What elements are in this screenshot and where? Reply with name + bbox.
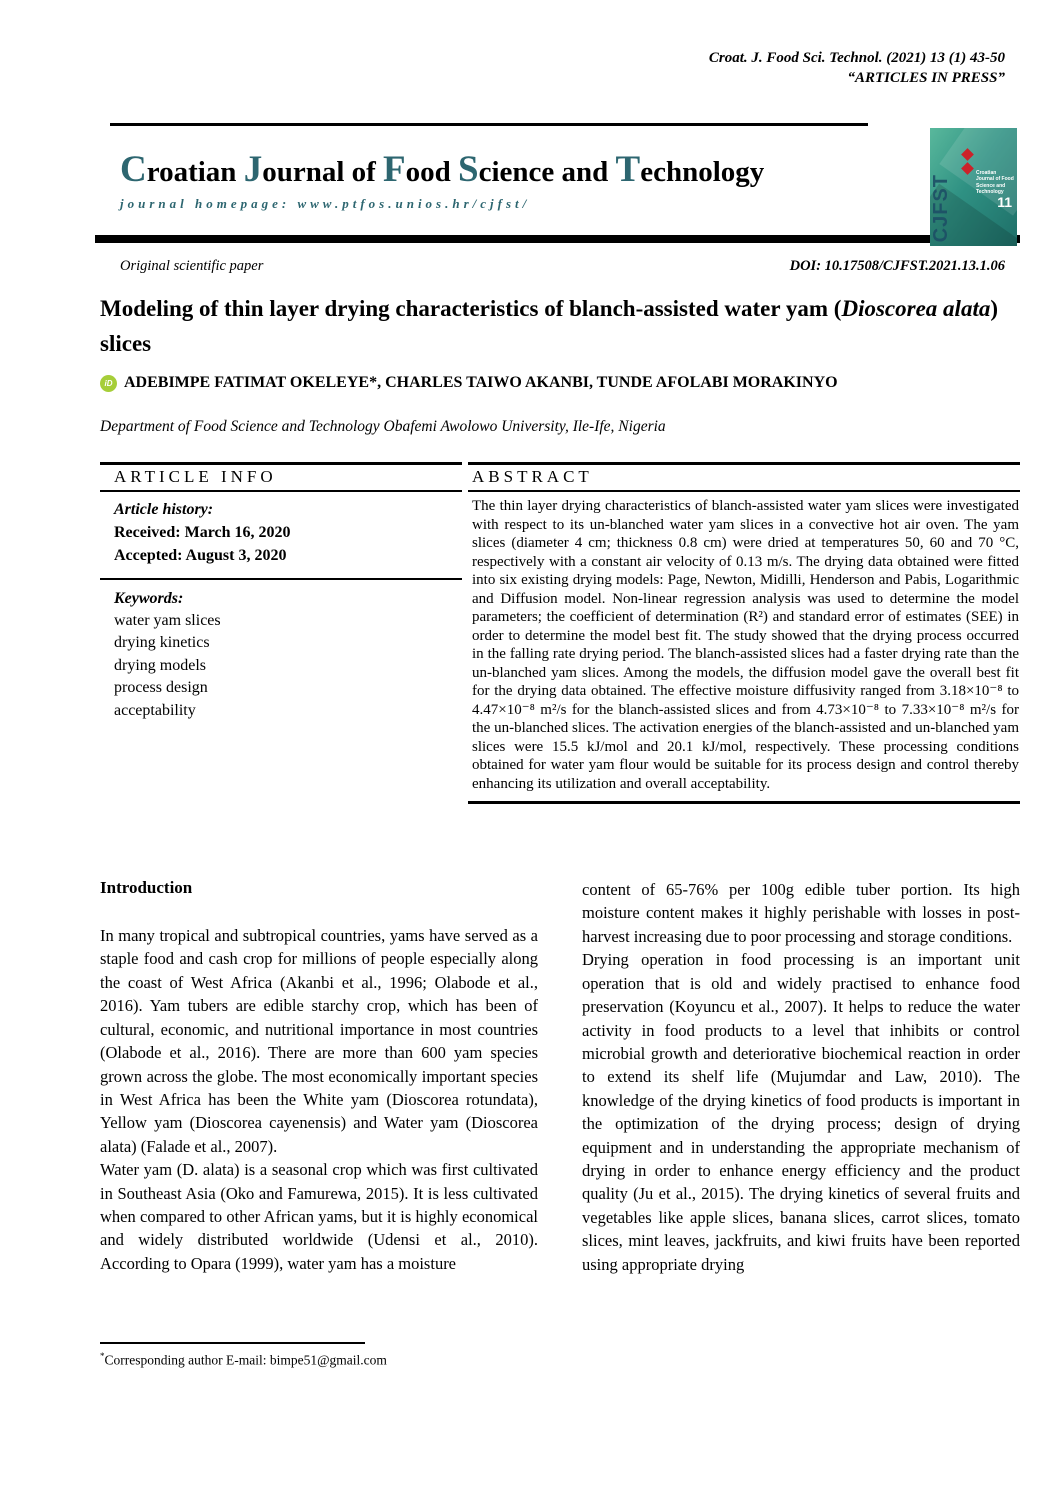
meta-row [120, 258, 1005, 275]
info-abstract-section [100, 462, 1020, 804]
journal-masthead [120, 148, 764, 212]
journal-title-part: cience and [478, 156, 616, 188]
intro-left-column [100, 878, 538, 1276]
journal-homepage-link[interactable]: journal homepage: www.ptfos.unios.hr/cjfst/ [120, 196, 531, 211]
cover-issue-number: 11 [997, 194, 1012, 210]
journal-cover-thumbnail [930, 128, 1017, 246]
running-head [709, 48, 1005, 89]
abstract-text: The thin layer drying characteristics of blanch-assisted water yam slices were investigated with respect to its un-blanched water yam slices in a convective hot air oven. The yam slices (diameter 4 cm; thickness 0.8 cm) were dried at temperatures 50, 60 and 70 °C, respectively with a constant air velocity of 0.13 m/s. The drying data obtained were fitted into six existing drying models: Page, Newton, Midilli, Henderson and Pabis, Logarithmic and Diffusion model. Non-linear regression analysis was used to determine the model parameters; the coefficient of determination (R²) and standard error of estimates (SEE) in order to determine the model best fit. The study showed that the drying process occurred in the falling rate drying period. The blanch-assisted slices had a faster drying rate than the un-blanched yam slices. Among the models, the diffusion model gave the overall best fit for the drying data obtained. The effective moisture diffusivity ranged from 3.18×10⁻⁸ to 4.47×10⁻⁸ m²/s for the blanch-assisted slices and from 4.73×10⁻⁸ to 7.33×10⁻⁸ m²/s for the un-blanched slices. The activation energies of the blanch-assisted and un-blanched yam slices were 15.5 kJ/mol and 20.1 kJ/mol, respectively. These processing conditions obtained for water yam flour would be suitable for its process design and control thereby enhancing its utilization and overall acceptability. [468, 492, 1020, 804]
journal-title-part: echnology [640, 156, 765, 188]
keywords-block [100, 580, 462, 722]
corresponding-author-email[interactable]: bimpe51@gmail.com [269, 1352, 387, 1368]
masthead-rule [110, 123, 868, 126]
footnote-text [100, 1351, 580, 1369]
keywords-label: Keywords: [114, 589, 184, 607]
introduction-section [100, 878, 1020, 1276]
footnote-label: Corresponding author E-mail: [104, 1352, 270, 1368]
footnote-rule [100, 1342, 365, 1344]
affiliation: Department of Food Science and Technology Obafemi Awolowo University, Ile-Ife, Nigeria [100, 418, 666, 435]
journal-title-initial: S [458, 149, 479, 190]
accepted-date: Accepted: August 3, 2020 [114, 547, 287, 565]
journal-title-part: ournal of [262, 156, 384, 188]
cover-journal-title: Croatian Journal of Food Science and Technology [976, 170, 1014, 195]
doi-link[interactable]: DOI: 10.17508/CJFST.2021.13.1.06 [789, 258, 1005, 274]
cover-acronym: CJFST [930, 173, 952, 242]
abstract-column [468, 462, 1020, 804]
article-history [100, 492, 462, 580]
journal-title-initial: C [120, 149, 147, 190]
paper-type-label: Original scientific paper [120, 258, 264, 274]
journal-citation: Croat. J. Food Sci. Technol. (2021) 13 (1) 43-50 [708, 50, 1005, 66]
journal-title-initial: J [243, 149, 263, 190]
intro-paragraph: In many tropical and subtropical countries, yams have served as a staple food and cash crop for millions of people especially along the coast of West Africa (Akanbi et al., 1996; Olabode et al., 2016). Yam tubers are edible starchy crop, which has been of cultural, economic, and nutritional importance in most countries (Olabode et al., 2016). There are more than 600 yam species grown across the globe. The most economically important species in West Africa has been the White yam (Dioscorea rotundata), Yellow yam (Dioscorea cayenensis) and Water yam (Dioscorea alata) (Falade et al., 2007). [100, 926, 538, 1156]
footnote-marker: * [100, 1351, 105, 1361]
journal-title-initial: F [383, 149, 406, 190]
footnote [100, 1342, 580, 1369]
journal-title-part: ood [405, 156, 459, 188]
article-title-text: ) slices [100, 296, 999, 356]
keyword-item: acceptability [114, 701, 196, 719]
intro-paragraph: Water yam (D. alata) is a seasonal crop which was first cultivated in Southeast Asia (Oko and Famurewa, 2015). It is less cultivated when compared to other African yams, but it is highly economical and widely distributed worldwide (Udensi et al., 2010). According to Opara (1999), water yam has a moisture [100, 1160, 538, 1273]
article-title-text: Modeling of thin layer drying characteristics of blanch-assisted water yam ( [100, 296, 842, 321]
author-names: ADEBIMPE FATIMAT OKELEYE*, CHARLES TAIWO AKANBI, TUNDE AFOLABI MORAKINYO [124, 374, 838, 391]
article-info-column [100, 462, 462, 804]
keyword-item: drying models [114, 656, 206, 674]
intro-paragraph: Drying operation in food processing is an important unit operation that is old and widely practised to enhance food preservation (Koyuncu et al., 2007). It helps to reduce the water activity in food products to a level that inhibits or control microbial growth and deteriorative biochemical reaction in order to extend its shelf life (Mujumdar and Law, 2010). The knowledge of the drying kinetics of food products is important in the optimization of the drying process; design of drying equipment and in understanding the appropriate mechanism of drying in order to enhance energy efficiency and the product quality (Ju et al., 2015). The drying kinetics of several fruits and vegetables like apple slices, banana slices, carrot slices, tomato slices, mint leaves, jackfruits, and kiwi fruits have been reported using appropriate drying [582, 950, 1020, 1274]
article-info-heading: ARTICLE INFO [100, 462, 462, 492]
keyword-item: drying kinetics [114, 634, 210, 652]
articles-in-press-note: “ARTICLES IN PRESS” [847, 70, 1005, 87]
journal-title-part: roatian [146, 156, 244, 188]
article-title [100, 292, 1020, 361]
journal-title-initial: T [615, 149, 641, 190]
author-line [100, 374, 1030, 392]
keywords-list [114, 610, 462, 722]
received-date: Received: March 16, 2020 [114, 524, 291, 542]
orcid-icon[interactable]: iD [100, 375, 117, 392]
header-divider-band [95, 235, 1020, 243]
keyword-item: process design [114, 679, 208, 697]
intro-right-column [582, 878, 1020, 1276]
keyword-item: water yam slices [114, 611, 221, 629]
intro-paragraph: content of 65-76% per 100g edible tuber portion. Its high moisture content makes it highly perishable with losses in post-harvest increasing due to poor processing and storage conditions. [582, 880, 1020, 946]
article-history-label: Article history: [114, 501, 214, 518]
abstract-heading: ABSTRACT [468, 462, 1020, 492]
journal-title [120, 148, 764, 191]
introduction-heading: Introduction [100, 878, 193, 897]
article-title-species: Dioscorea alata [841, 296, 991, 321]
